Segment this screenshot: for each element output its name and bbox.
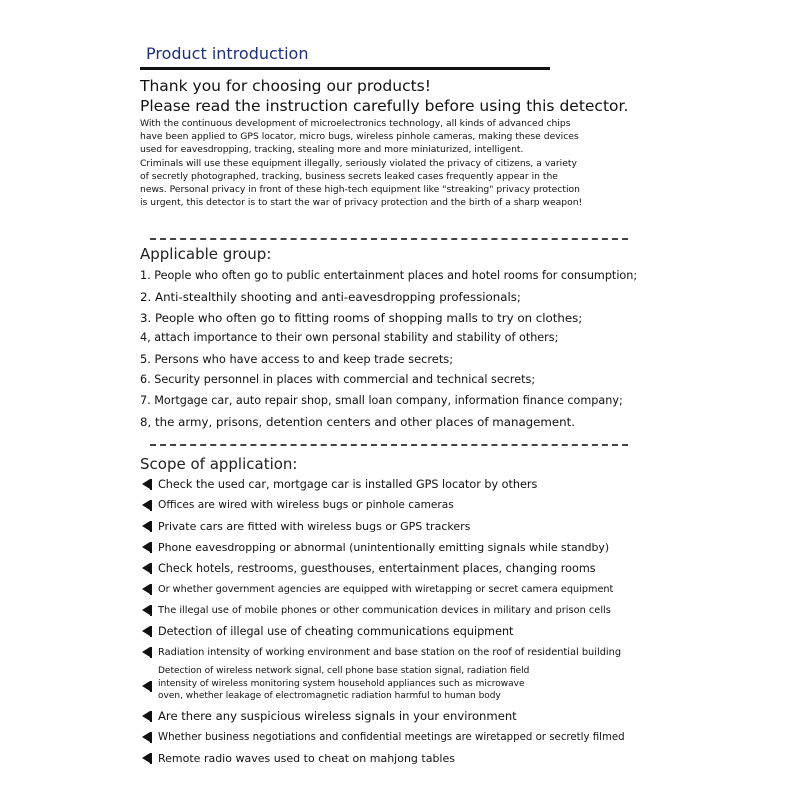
scope-text: Detection of illegal use of cheating communications equipment bbox=[158, 625, 514, 638]
bullet-bar-icon bbox=[150, 753, 152, 764]
bullet-bar-icon bbox=[150, 584, 152, 595]
list-item: 6. Security personnel in places with commercial and technical secrets; bbox=[140, 372, 536, 386]
bullet-arrow-icon bbox=[142, 753, 150, 763]
scope-text-line: Detection of wireless network signal, cell phone base station signal, radiation field bbox=[158, 666, 530, 676]
bullet-bar-icon bbox=[150, 732, 152, 743]
scope-text-line: oven, whether leakage of electromagnetic radiation harmful to human body bbox=[158, 691, 501, 701]
list-item bbox=[140, 474, 660, 495]
bullet-arrow-icon bbox=[142, 500, 150, 510]
bullet-arrow-icon bbox=[142, 479, 150, 489]
applicable-group-title: Applicable group: bbox=[140, 245, 272, 263]
bullet-bar-icon bbox=[150, 563, 152, 574]
intro-line: have been applied to GPS locator, micro bugs, wireless pinhole cameras, making these devices bbox=[140, 131, 579, 143]
list-item bbox=[140, 558, 660, 579]
list-item: 7. Mortgage car, auto repair shop, small loan company, information finance company; bbox=[140, 393, 623, 407]
list-item: 5. Persons who have access to and keep trade secrets; bbox=[140, 352, 454, 367]
bullet-bar-icon bbox=[150, 542, 152, 553]
list-item bbox=[140, 665, 660, 707]
scope-text: Private cars are fitted with wireless bugs or GPS trackers bbox=[158, 520, 471, 533]
bullet-arrow-icon bbox=[142, 605, 150, 615]
scope-text: Whether business negotiations and confidential meetings are wiretapped or secretly filmed bbox=[158, 732, 625, 743]
bullet-bar-icon bbox=[150, 500, 152, 511]
intro-line: is urgent, this detector is to start the war of privacy protection and the birth of a sharp weapon! bbox=[140, 197, 583, 209]
bullet-arrow-icon bbox=[142, 711, 150, 721]
bullet-arrow-icon bbox=[142, 584, 150, 594]
scope-text: Offices are wired with wireless bugs or pinhole cameras bbox=[158, 499, 454, 511]
list-item: 4, attach importance to their own personal stability and stability of others; bbox=[140, 331, 559, 345]
list-item bbox=[140, 516, 660, 537]
applicable-group-list bbox=[140, 266, 660, 432]
bullet-bar-icon bbox=[150, 647, 152, 658]
bullet-arrow-icon bbox=[142, 521, 150, 531]
thanks-heading: Thank you for choosing our products! bbox=[140, 77, 431, 95]
intro-line: used for eavesdropping, tracking, stealing more and more miniaturized, intelligent. bbox=[140, 144, 524, 156]
intro-line: With the continuous development of microelectronics technology, all kinds of advanced chips bbox=[140, 118, 571, 129]
list-item bbox=[140, 706, 660, 727]
bullet-arrow-icon bbox=[142, 647, 150, 657]
intro-line: of secretly photographed, tracking, business secrets leaked cases frequently appear in the bbox=[140, 170, 558, 182]
list-item bbox=[140, 495, 660, 516]
scope-title: Scope of application: bbox=[140, 455, 298, 473]
scope-text: Radiation intensity of working environment and base station on the roof of residential building bbox=[158, 647, 622, 658]
list-item bbox=[140, 537, 660, 558]
list-item: 3. People who often go to fitting rooms of shopping malls to try on clothes; bbox=[140, 310, 583, 325]
bullet-bar-icon bbox=[150, 605, 152, 616]
section-divider bbox=[150, 444, 628, 446]
bullet-arrow-icon bbox=[142, 626, 150, 636]
page-title: Product introduction bbox=[146, 44, 309, 63]
list-item: 1. People who often go to public entertainment places and hotel rooms for consumption; bbox=[140, 269, 638, 282]
scope-text: Phone eavesdropping or abnormal (unintentionally emitting signals while standby) bbox=[158, 541, 610, 554]
list-item: 2. Anti-stealthily shooting and anti-eavesdropping professionals; bbox=[140, 289, 521, 304]
instruction-heading: Please read the instruction carefully before using this detector. bbox=[140, 97, 629, 115]
bullet-arrow-icon bbox=[142, 563, 150, 573]
bullet-arrow-icon bbox=[142, 732, 150, 742]
list-item bbox=[140, 621, 660, 642]
bullet-bar-icon bbox=[150, 711, 152, 722]
title-underline bbox=[140, 67, 550, 70]
scope-list bbox=[140, 474, 660, 769]
intro-paragraph bbox=[140, 117, 650, 209]
intro-line: Criminals will use these equipment illegally, seriously violated the privacy of citizens, a variety bbox=[140, 157, 577, 169]
list-item bbox=[140, 600, 660, 621]
list-item: 8, the army, prisons, detention centers and other places of management. bbox=[140, 414, 576, 429]
scope-text: Check hotels, restrooms, guesthouses, entertainment places, changing rooms bbox=[158, 562, 596, 575]
bullet-bar-icon bbox=[150, 626, 152, 637]
bullet-bar-icon bbox=[150, 681, 152, 692]
scope-text-line: intensity of wireless monitoring system household appliances such as microwave bbox=[158, 678, 525, 689]
scope-text: The illegal use of mobile phones or other communication devices in military and prison cells bbox=[158, 605, 611, 616]
list-item bbox=[140, 642, 660, 663]
bullet-arrow-icon bbox=[142, 542, 150, 552]
list-item bbox=[140, 579, 660, 600]
list-item bbox=[140, 727, 660, 748]
scope-text: Remote radio waves used to cheat on mahjong tables bbox=[158, 752, 455, 765]
scope-text: Are there any suspicious wireless signals in your environment bbox=[158, 709, 517, 723]
intro-line: news. Personal privacy in front of these high-tech equipment like "streaking" privacy protection bbox=[140, 184, 580, 196]
list-item bbox=[140, 748, 660, 769]
scope-text: Check the used car, mortgage car is installed GPS locator by others bbox=[158, 478, 538, 491]
section-divider bbox=[150, 238, 628, 240]
bullet-arrow-icon bbox=[142, 681, 150, 691]
bullet-bar-icon bbox=[150, 521, 152, 532]
bullet-bar-icon bbox=[150, 479, 152, 490]
scope-text: Or whether government agencies are equipped with wiretapping or secret camera equipment bbox=[158, 584, 614, 595]
